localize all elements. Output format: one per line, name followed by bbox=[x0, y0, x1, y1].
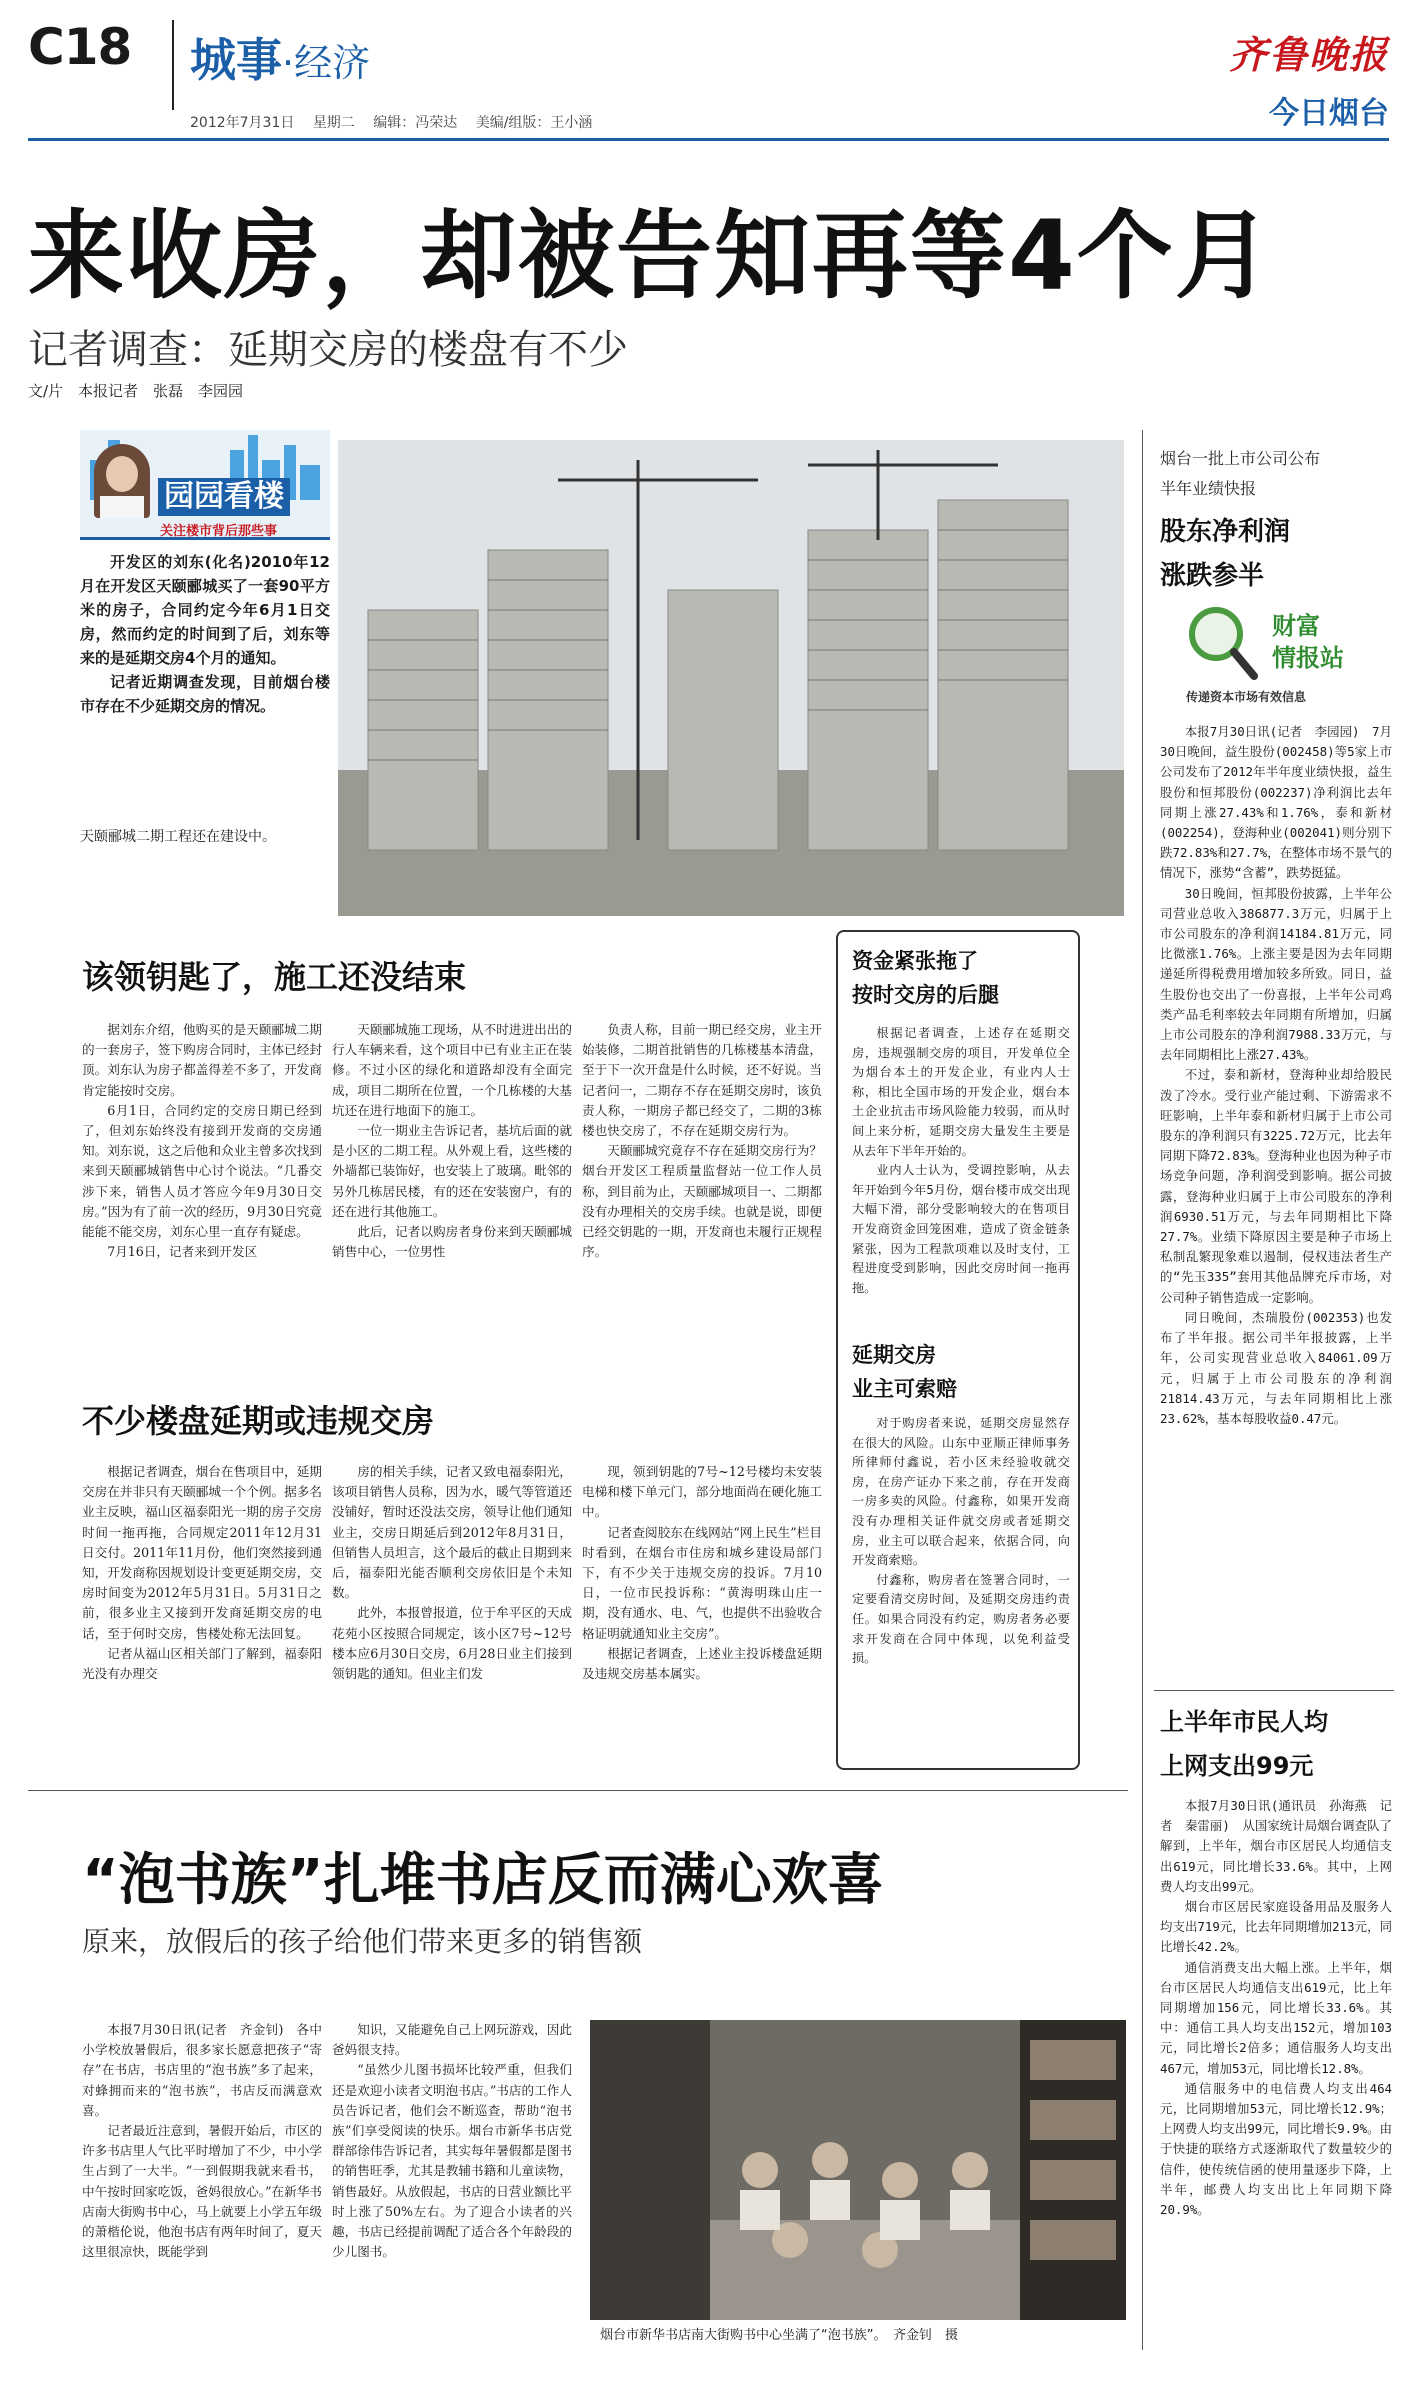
right-story2 bbox=[1160, 1796, 1392, 2356]
intro-p2: 记者近期调查发现，目前烟台楼市存在不少延期交房的情况。 bbox=[80, 673, 330, 715]
right-story1 bbox=[1160, 722, 1392, 1622]
story2-subhead: 原来，放假后的孩子给他们带来更多的销售额 bbox=[82, 1925, 643, 1958]
right-p2: 30日晚间，恒邦股份披露，上半年公司营业总收入386877.3万元，归属于上市公司股东的净利润14184.81万元，同比微涨1.76%。上涨主要是因为去年同期递延所得税费用增加较多所致。同日，益生股份也交出了一份喜报，上半年公司鸡类产品毛利率较去年同期有所增加，归属上市公司股东的净利润7988.33万元，与去年同期相比上涨27.43%。 bbox=[1160, 885, 1392, 1063]
s1-col1-p3: 7月16日，记者来到开发区 bbox=[107, 1244, 258, 1260]
section-sub: ·经济 bbox=[282, 41, 371, 85]
right-headline2: 上半年市民人均 上网支出99元 bbox=[1160, 1708, 1328, 1780]
intro-p1: 开发区的刘东(化名)2010年12月在开发区天颐郦城买了一套90平方米的房子，合同约定今年6月1日交房，然而约定的时间到了后，刘东等来的是延期交房4个月的通知。 bbox=[80, 553, 330, 667]
column-logo-text: 园园看楼 bbox=[158, 478, 290, 516]
s2-col3 bbox=[582, 1462, 822, 1762]
sidebar2-p1: 对于购房者来说，延期交房显然存在很大的风险。山东中亚顺正律师事务所律师付鑫说，若小区未经验收就交房，在房产证办下来之前，存在开发商一房多卖的风险。付鑫称，如果开发商没有办理相关证件就交房或者延期交房，业主可以联合起来，依据合同，向开发商索赔。 bbox=[852, 1416, 1070, 1568]
story2-col1-p2: 记者最近注意到，暑假开始后，市区的许多书店里人气比平时增加了不少，中小学生占到了一大半。“一到假期我就来看书，中午按时回家吃饭，爸妈很放心。”在新华书店南大街购书中心，马上就要上小学五年级的萧楷伦说，他泡书店有两年时间了，夏天这里很凉快，既能学到 bbox=[82, 2123, 322, 2260]
photo-caption: 天颐郦城二期工程还在建设中。 bbox=[80, 829, 276, 845]
story2-col1-p1: 本报7月30日讯(记者 齐金钊) 各中小学校放暑假后，很多家长愿意把孩子“寄存”在书店，书店里的“泡书族”多了起来，对蜂拥而来的“泡书族”，书店反而满意欢喜。 bbox=[82, 2022, 322, 2118]
right-divider bbox=[1154, 1690, 1394, 1691]
section2-title: 不少楼盘延期或违规交房 bbox=[82, 1402, 435, 1440]
s1-col2 bbox=[332, 1020, 572, 1330]
s1-col1-p1: 据刘东介绍，他购买的是天颐郦城二期的一套房子，签下购房合同时，主体已经封顶。刘东认为房子都盖得差不多了，开发商肯定能按时交房。 bbox=[82, 1022, 322, 1098]
lead-subhead: 记者调查：延期交房的楼盘有不少 bbox=[28, 327, 628, 373]
right2-p3: 通信消费支出大幅上涨。上半年，烟台市区居民人均通信支出619元，比上年同期增加156元，同比增长33.6%。其中：通信工具人均支出152元，增加103元，同比增长2倍多；通信服务人均支出467元，增加53元，同比增长12.8%。 bbox=[1160, 1959, 1392, 2076]
wealth-logo-text: 财富 情报站 bbox=[1272, 612, 1344, 672]
sidebar-title: 资金紧张拖了 按时交房的后腿 bbox=[852, 949, 999, 1007]
right-p1: 本报7月30日讯(记者 李园园) 7月30日晚间，益生股份(002458)等5家上市公司发布了2012年半年度业绩快报，益生股份和恒邦股份(002237)净利润比去年同期上涨27.43%和1.76%，泰和新材(002254)，登海种业(002041)则分别下跌72.83%和27.7%，在整体市场不景气的情况下，涨势“含蓄”，跌势挺猛。 bbox=[1160, 724, 1392, 881]
s2-col2 bbox=[332, 1462, 572, 1762]
paper-name: 齐鲁晚报 bbox=[1228, 32, 1389, 77]
story2-col2-p1: 知识，又能避免自己上网玩游戏，因此爸妈很支持。 bbox=[332, 2022, 572, 2058]
construction-photo bbox=[338, 440, 1124, 916]
story2-col2 bbox=[332, 2020, 572, 2340]
story2-col1 bbox=[82, 2020, 322, 2340]
dateline bbox=[190, 112, 592, 132]
sidebar-p2: 业内人士认为，受调控影响，从去年开始到今年5月份，烟台楼市成交出现大幅下滑，部分受影响较大的在售项目开发商资金回笼困难，造成了资金链条紧张，因为工程款项难以及时支付，工程进度受到影响，因此交房时间一拖再拖。 bbox=[852, 1163, 1070, 1295]
date: 2012年7月31日 bbox=[190, 115, 295, 131]
sidebar-p1: 根据记者调查，上述存在延期交房，违规强制交房的项目，开发单位全为烟台本土的开发企业，有业内人士称，相比全国市场的开发企业，烟台本土企业抗击市场风险能力较弱，而从时间上来分析，延期交房大量发生主要是从去年下半年开始的。 bbox=[852, 1026, 1070, 1158]
reporter-avatar bbox=[94, 444, 150, 518]
s2-col2-p2: 此外，本报曾报道，位于牟平区的天成花苑小区按照合同规定，该小区7号~12号楼本应6月30日交房，6月28日业主们接到领钥匙的通知。但业主们发 bbox=[332, 1605, 572, 1682]
sidebar-title2: 延期交房 业主可索赔 bbox=[852, 1343, 957, 1401]
right-headline: 股东净利润 涨跌参半 bbox=[1160, 517, 1291, 591]
bookstore-scene bbox=[590, 2020, 1126, 2320]
section1-title: 该领钥匙了，施工还没结束 bbox=[82, 958, 467, 996]
sidebar-body2 bbox=[852, 1414, 1070, 1754]
lead-byline: 文/片 本报记者 张磊 李园园 bbox=[28, 382, 244, 400]
s2-col2-p1: 房的相关手续，记者又致电福泰阳光，该项目销售人员称，因为水，暖气等管道还没铺好，暂时还没法交房，领导让他们通知业主，交房日期延后到2012年8月31日，但销售人员坦言，这个最后的截止日期到来后，福泰阳光能否顺利交房依旧是个未知数。 bbox=[332, 1464, 572, 1601]
wealth-logo bbox=[1184, 602, 1384, 708]
lead-headline: 来收房，却被告知再等4个月 bbox=[28, 200, 1273, 312]
edition-badge: 今日烟台 bbox=[1269, 96, 1389, 131]
s2-col1-p1: 根据记者调查，烟台在售项目中，延期交房在并非只有天颐郦城一个个例。据多名业主反映，福山区福泰阳光一期的房子交房时间一拖再拖，合同规定2011年12月31日交付。2011年11月份，他们突然接到通知，开发商称因规划设计变更延期交房，交房时间变为2012年5月31日。5月31日之前，很多业主又接到开发商延期交房的电话，至于何时交房，售楼处称无法回复。 bbox=[82, 1464, 322, 1641]
s2-col1-p2: 记者从福山区相关部门了解到，福泰阳光没有办理交 bbox=[82, 1645, 322, 1682]
s2-col3-p3: 根据记者调查，上述业主投诉楼盘延期及违规交房基本属实。 bbox=[582, 1645, 822, 1682]
s2-col3-p2: 记者查阅胶东在线网站“网上民生”栏目时看到，在烟台市住房和城乡建设局部门下，有不少关于违规交房的投诉。7月10日，一位市民投诉称：“黄海明珠山庄一期，没有通水、电、气，也提供不出验收合格证明就通知业主交房”。 bbox=[582, 1524, 822, 1641]
right2-p1: 本报7月30日讯(通讯员 孙海燕 记者 秦雷丽) 从国家统计局烟台调查队了解到，上半年，烟台市区居民人均通信支出619元，同比增长33.6%。其中，上网费人均支出99元。 bbox=[1160, 1798, 1392, 1894]
s1-col1 bbox=[82, 1020, 322, 1330]
magnifier-icon bbox=[1184, 602, 1258, 682]
s1-col3-p2: 天颐郦城究竟存不存在延期交房行为？烟台开发区工程质量监督站一位工作人员称，到目前为止，天颐郦城项目一、二期都没有办理相关的交房手续。也就是说，即便已经交钥匙的一期，开发商也未履行正规程序。 bbox=[582, 1143, 822, 1260]
right-kicker2: 半年业绩快报 bbox=[1160, 479, 1257, 498]
sidebar2-p2: 付鑫称，购房者在签署合同时，一定要看清交房时间，及延期交房违约责任。如果合同没有约定，购房者务必要求开发商在合同中体现，以免利益受损。 bbox=[852, 1572, 1070, 1666]
story2-divider bbox=[28, 1790, 1128, 1791]
s2-col1 bbox=[82, 1462, 322, 1762]
right2-p4: 通信服务中的电信费人均支出464元，比同期增加53元，同比增长12.9%；上网费人均支出99元，同比增长9.9%。由于快捷的联络方式逐渐取代了数量较少的信件，使传统信函的使用量逐步下降，上半年，邮费人均支出比上年同期下降20.9%。 bbox=[1160, 2080, 1392, 2218]
weekday: 星期二 bbox=[312, 115, 355, 131]
right-p3: 不过，泰和新材，登海种业却给股民泼了冷水。受行业产能过剩、下游需求不旺影响，上半年泰和新材归属于上市公司股东的净利润只有3225.72万元，比去年同期下降72.83%。登海种业也因为种子市场竞争问题，净利润受到影响。据公司披露，登海种业归属于上市公司股东的净利润6930.51万元，与去年同期相比下降27.7%。业绩下降原因主要是种子市场上私制乱繁现象难以遏制，侵权违法者生产的“先玉335”套用其他品牌充斥市场，对公司种子销售造成一定影响。 bbox=[1160, 1067, 1392, 1305]
header-divider bbox=[172, 20, 174, 110]
editor: 编辑：冯荣达 bbox=[373, 115, 458, 131]
section-title bbox=[190, 24, 370, 90]
right-p4: 同日晚间，杰瑞股份(002353)也发布了半年报。据公司半年报披露，上半年，公司实现营业总收入84061.09万元，归属于上市公司股东的净利润21814.43万元，与去年同期相比上涨23.62%，基本每股收益0.47元。 bbox=[1160, 1309, 1392, 1426]
story2-col2-p2: “虽然少儿图书损坏比较严重，但我们还是欢迎小读者文明泡书店。”书店的工作人员告诉记者，他们会不断巡查，帮助“泡书族”们享受阅读的快乐。烟台市新华书店党群部徐伟告诉记者，其实每年暑假都是图书的销售旺季，尤其是教辅书籍和儿童读物，销售最好。从放假起，书店的日营业额比平时上涨了50%左右。为了迎合小读者的兴趣，书店已经提前调配了适合各个年龄段的少儿图书。 bbox=[332, 2062, 572, 2260]
right2-p2: 烟台市区居民家庭设备用品及服务人均支出719元，比去年同期增加213元，同比增长42.2%。 bbox=[1160, 1899, 1392, 1955]
right-kicker bbox=[1160, 444, 1320, 504]
s1-col3-p1: 负责人称，目前一期已经交房，业主开始装修，二期首批销售的几栋楼基本清盘，至于下一次开盘是什么时候，还不好说。当记者问一，二期存不存在延期交房时，该负责人称，一期房子都已经交了，二期的3栋楼也快交房了，不存在延期交房行为。 bbox=[582, 1022, 822, 1139]
bookstore-photo bbox=[590, 2020, 1126, 2320]
designer: 美编/组版：王小涵 bbox=[475, 115, 593, 131]
column-logo bbox=[80, 430, 330, 540]
construction-scene bbox=[338, 440, 1124, 916]
right-kicker1: 烟台一批上市公司公布 bbox=[1160, 449, 1321, 468]
wealth-logo-tag: 传递资本市场有效信息 bbox=[1186, 690, 1307, 704]
page-number: C18 bbox=[28, 18, 132, 76]
story2-headline: “泡书族”扎堆书店反而满心欢喜 bbox=[82, 1848, 884, 1913]
s1-col3 bbox=[582, 1020, 822, 1330]
s1-col2-p3: 此后，记者以购房者身份来到天颐郦城销售中心，一位男性 bbox=[332, 1224, 572, 1260]
sidebar-body bbox=[852, 1024, 1070, 1324]
section-name: 城事 bbox=[190, 33, 282, 87]
s1-col2-p1: 天颐郦城施工现场，从不时进进出出的行人车辆来看，这个项目中已有业主正在装修。不过小区的绿化和道路却没有全面完成，项目二期所在位置，一个几栋楼的大基坑还在进行地面下的施工。 bbox=[332, 1022, 572, 1118]
header-rule bbox=[28, 138, 1389, 141]
s1-col2-p2: 一位一期业主告诉记者，基坑后面的就是小区的二期工程。从外观上看，这些楼的外墙都已装饰好，也安装上了玻璃。毗邻的另外几栋居民楼，有的还在安装窗户，有的还在进行其他施工。 bbox=[332, 1123, 572, 1219]
right-column-rule bbox=[1142, 430, 1143, 2350]
s1-col1-p2: 6月1日，合同约定的交房日期已经到了，但刘东始终没有接到开发商的交房通知。刘东说，这之后他和众业主曾多次找到来到天颐郦城销售中心讨个说法。“几番交涉下来，销售人员才答应今年9月30日交房。”因为有了前一次的经历，9月30日究竟能能不能交房，刘东心里一直存有疑虑。 bbox=[82, 1102, 322, 1240]
bookstore-caption: 烟台市新华书店南大街购书中心坐满了“泡书族”。 齐金钊 摄 bbox=[600, 2328, 958, 2343]
s2-col3-p1: 现，领到钥匙的7号~12号楼均未安装电梯和楼下单元门，部分地面尚在硬化施工中。 bbox=[582, 1464, 822, 1520]
lead-intro bbox=[80, 550, 330, 810]
column-tag: 关注楼市背后那些事 bbox=[160, 524, 278, 539]
